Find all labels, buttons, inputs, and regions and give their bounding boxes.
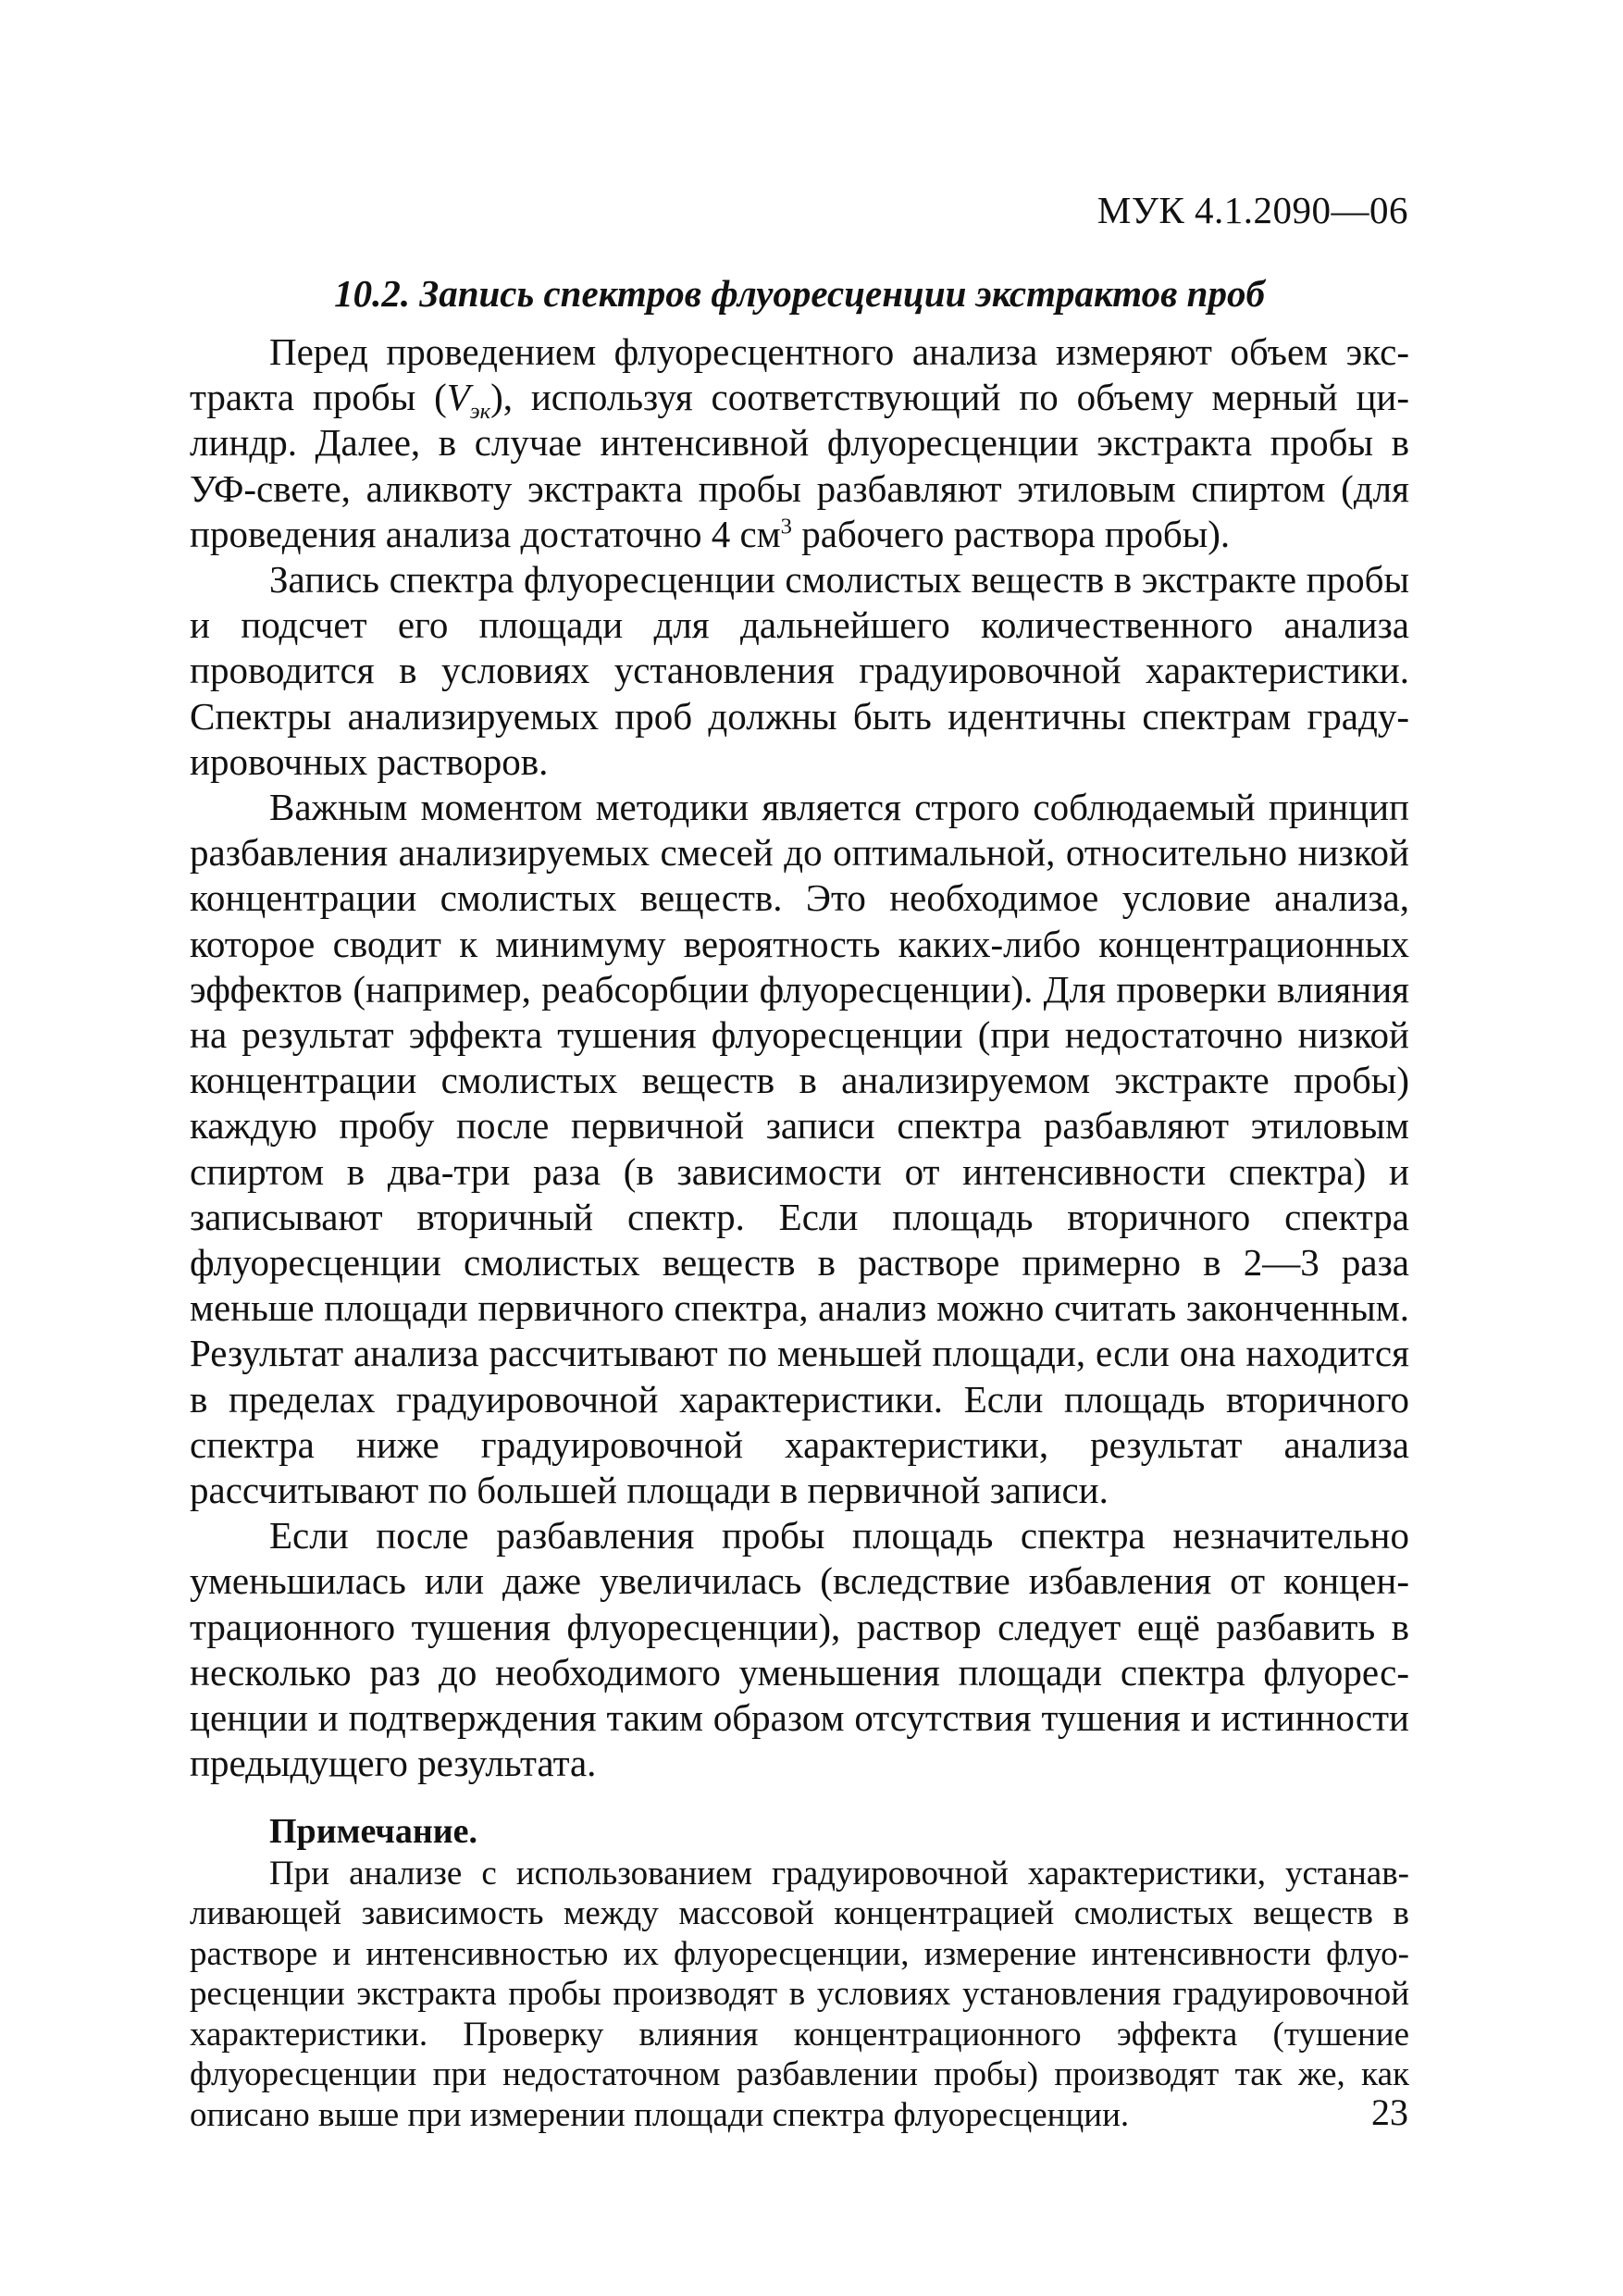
volume-subscript-text: эк xyxy=(469,399,491,425)
note-label: Примечание. xyxy=(269,1811,477,1851)
paragraph-1-text-a: Перед проведением флуоресцентного анализа измеряют объем экстракта пробы ( xyxy=(190,330,1409,419)
document-code: МУК 4.1.2090—06 xyxy=(1096,189,1408,231)
paragraph-1-text-b: ), используя соответствующий по объему мерный цилиндр. Далее, в случае интенсивной флуоресценции экстракта пробы в УФ-свете, аликвоту экстракта пробы разбавляют этиловым спиртом (для проведения анализа достаточно 4 см xyxy=(190,376,1409,555)
page-content xyxy=(190,267,1409,2135)
paragraph-4: Если после разбавления пробы площадь спектра незначительно уменьшилась или даже увеличилась (вследствие избавления от концентрационного тушения флуоресценции), раствор следует ещё разбавить в несколько раз до необходимого уменьшения площади спектра флуоресценции и подтверждения таким образом отсутствия тушения и истинности предыдущего результата. xyxy=(190,1514,1409,1785)
paragraph-2: Запись спектра флуоресценции смолистых веществ в экстракте пробы и подсчет его площади для дальнейшего количественного анализа проводится в условиях установления градуировочной характеристики. Спектры анализируемых проб должны быть идентичны спектрам градуировочных растворов. xyxy=(190,558,1409,783)
volume-symbol: V xyxy=(446,376,470,419)
page-number: 23 xyxy=(1371,2091,1408,2133)
unit-superscript: 3 xyxy=(780,514,792,540)
note-text: При анализе с использованием градуировочной характеристики, устанавливающей зависимость между массовой концентрацией смолистых веществ в растворе и интенсивностью их флуоресценции, измерение интенсивности флуоресценции экстракта пробы производят в условиях установления градуировочной характеристики. Проверку влияния концентрационного эффекта (тушение флуоресценции при недостаточном разбавлении пробы) производят так же, как описано выше при измерении площади спектра флуоресценции. xyxy=(190,1854,1409,2134)
section-heading: 10.2. Запись спектров флуоресценции экстрактов проб xyxy=(334,272,1265,315)
paragraph-1 xyxy=(190,329,1409,557)
paragraph-1-text-c: рабочего раствора пробы). xyxy=(791,512,1231,555)
paragraph-3: Важным моментом методики является строго соблюдаемый принцип разбавления анализируемых смесей до оптимальной, относительно низкой концентрации смолистых веществ. Это необходимое условие анализа, которое сводит к минимуму вероятность каких-либо концентрационных эффектов (например, реабсорбции флуоресценции). Для проверки влияния на результат эффекта тушения флуоресценции (при недостаточно низкой концентрации смолистых веществ в анализируемом экстракте пробы) каждую пробу после первичной записи спектра разбавляют этиловым спиртом в два-три раза (в зависимости от интенсивности спектра) и записывают вторичный спектр. Если площадь вторичного спектра флуоресценции смолистых веществ в растворе примерно в 2—3 раза меньше площади первичного спектра, анализ можно считать законченным. Результат анализа рассчитывают по меньшей площади, если она находится в пределах градуировочной характеристики. Если площадь вторичного спектра ниже градуировочной характеристики, результат анализа рассчитывают по большей площади в первичной записи. xyxy=(190,786,1409,1512)
